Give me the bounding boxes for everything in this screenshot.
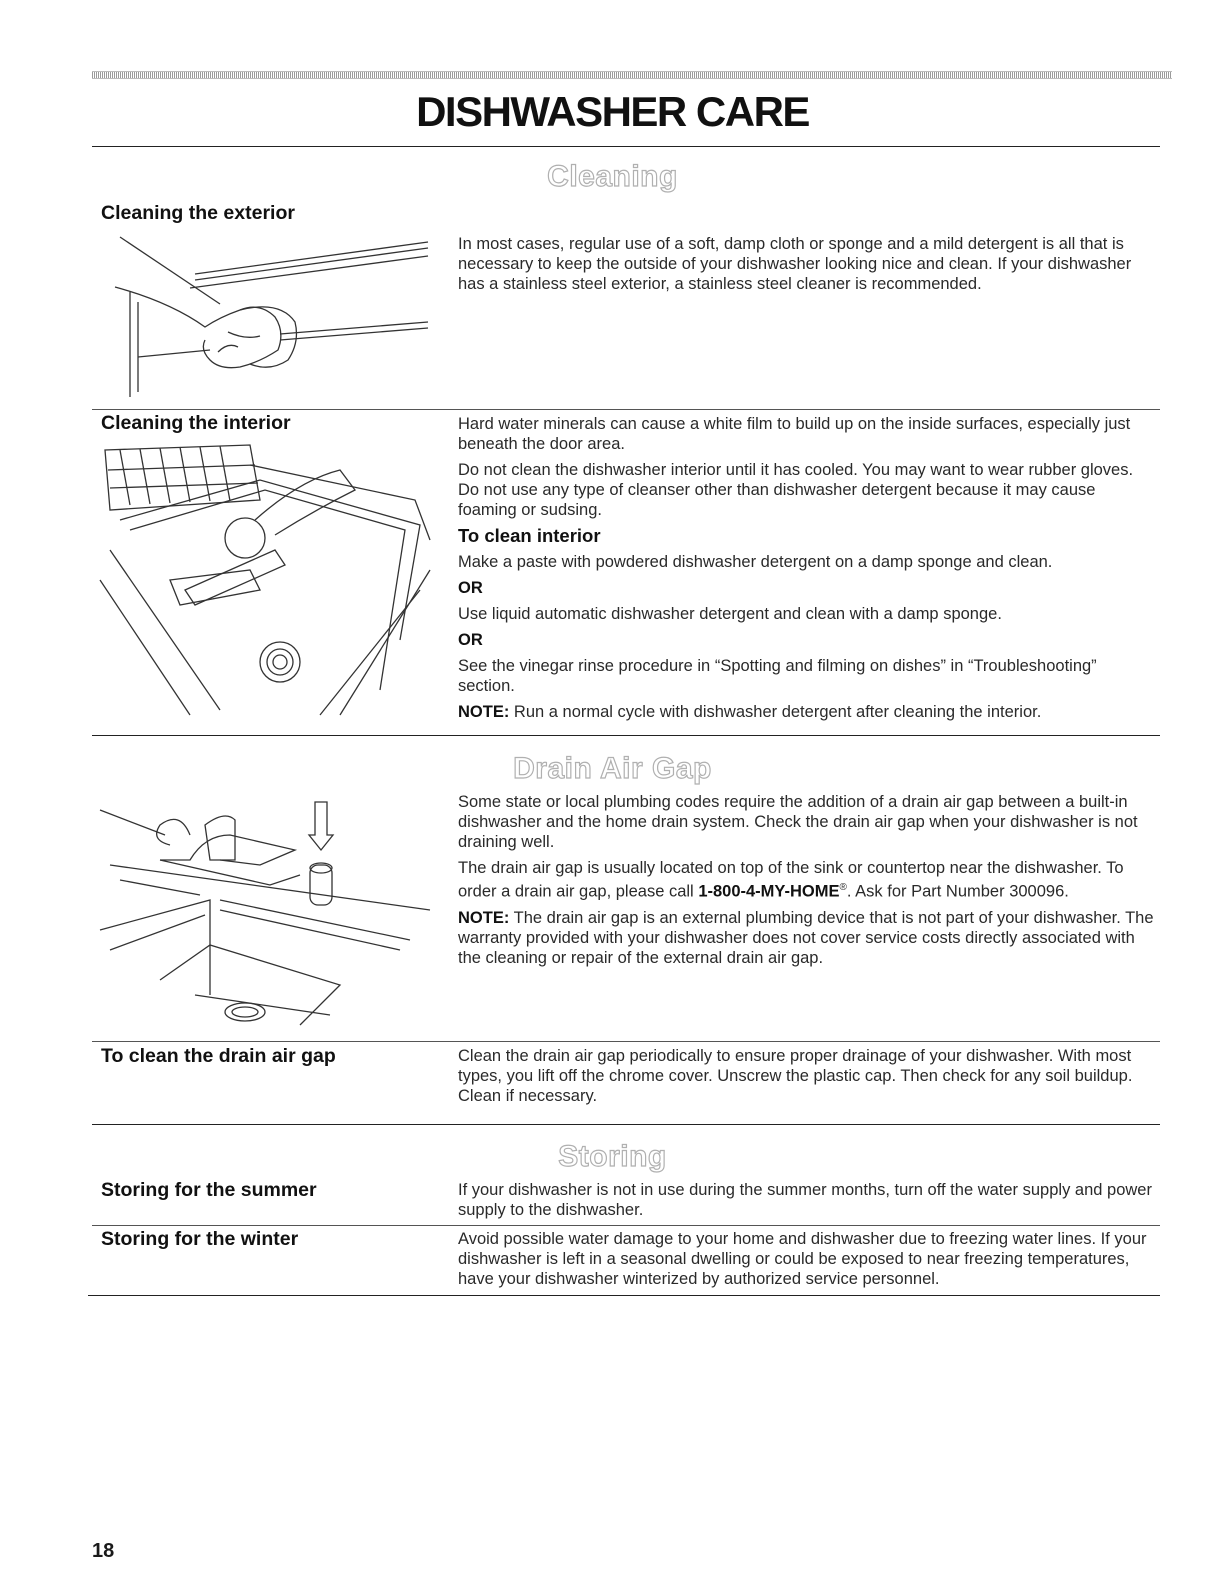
note-text: Run a normal cycle with dishwasher detergent after cleaning the interior. <box>509 703 1042 721</box>
section-divider <box>92 1124 1160 1125</box>
section-heading-cleaning: Cleaning <box>547 160 678 193</box>
note-label: NOTE: <box>458 908 510 927</box>
paragraph-order-info <box>458 858 1158 902</box>
note-drain-air-gap <box>458 908 1158 968</box>
paragraph: If your dishwasher is not in use during the summer months, turn off the water supply and power supply to the dishwasher. <box>458 1181 1152 1219</box>
label-clean-drain-air-gap: To clean the drain air gap <box>101 1045 336 1067</box>
text-segment: . Ask for Part Number 300096. <box>846 882 1069 901</box>
divider <box>92 1041 1160 1042</box>
page-title: DISHWASHER CARE <box>416 88 809 135</box>
paragraph: In most cases, regular use of a soft, damp cloth or sponge and a mild detergent is all that is necessary to keep the outside of your dishwasher looking nice and clean. If your dishwasher has a stainless steel exterior, a stainless steel cleaner is recommended. <box>458 235 1132 293</box>
divider <box>92 1225 1160 1226</box>
text-cleaning-exterior <box>458 234 1158 300</box>
text-storing-summer <box>458 1180 1158 1226</box>
illustration-wiping-exterior <box>110 232 440 400</box>
label-storing-winter: Storing for the winter <box>101 1228 299 1250</box>
section-divider <box>92 735 1160 736</box>
text-storing-winter <box>458 1229 1158 1295</box>
paragraph: Some state or local plumbing codes require the addition of a drain air gap between a built-in dishwasher and the home drain system. Check the drain air gap when your dishwasher is not draining well. <box>458 793 1138 851</box>
section-divider <box>88 1295 1160 1296</box>
note-interior <box>458 702 1158 722</box>
label-cleaning-interior: Cleaning the interior <box>101 412 291 434</box>
registered-mark: ® <box>839 882 847 893</box>
paragraph: Clean the drain air gap periodically to ensure proper drainage of your dishwasher. With most types, you lift off the chrome cover. Unscrew the plastic cap. Then check for any soil buildup. Clean if necessary. <box>458 1047 1133 1105</box>
text-clean-drain-air-gap <box>458 1046 1158 1112</box>
paragraph: Hard water minerals can cause a white film to build up on the inside surfaces, especially just beneath the door area. <box>458 415 1131 453</box>
paragraph: Make a paste with powdered dishwasher detergent on a damp sponge and clean. <box>458 553 1053 571</box>
note-text: The drain air gap is an external plumbing device that is not part of your dishwasher. The warranty provided with your dishwasher does not cover service costs directly associated with the cleaning or repair of the external drain air gap. <box>458 908 1154 967</box>
text-segment: The drain air gap is usually located on top of the sink or countertop near the dishwasher. To order a drain air gap, please call <box>458 859 1124 901</box>
subheading-to-clean-interior: To clean interior <box>458 525 601 546</box>
text-cleaning-interior <box>458 414 1158 728</box>
or-separator: OR <box>458 631 483 649</box>
paragraph: Avoid possible water damage to your home and dishwasher due to freezing water lines. If your dishwasher is left in a seasonal dwelling or could be exposed to near freezing temperatures, have your dishwasher winterized by authorized service personnel. <box>458 1230 1147 1288</box>
or-separator: OR <box>458 579 483 597</box>
illustration-drain-air-gap <box>100 780 440 1030</box>
paragraph: Use liquid automatic dishwasher detergent and clean with a damp sponge. <box>458 605 1002 623</box>
section-heading-drain-air-gap: Drain Air Gap <box>513 752 712 785</box>
phone-number: 1-800-4-MY-HOME <box>698 882 840 901</box>
paragraph: Do not clean the dishwasher interior until it has cooled. You may want to wear rubber gloves. Do not use any type of cleanser other than dishwasher detergent because it may cause foaming or sudsing. <box>458 461 1134 519</box>
paragraph: See the vinegar rinse procedure in “Spotting and filming on dishes” in “Troubleshooting” section. <box>458 657 1097 695</box>
label-cleaning-exterior: Cleaning the exterior <box>101 202 295 224</box>
text-drain-air-gap <box>458 792 1158 974</box>
label-storing-summer: Storing for the summer <box>101 1179 317 1201</box>
illustration-cleaning-interior <box>100 440 435 715</box>
title-divider <box>92 146 1160 147</box>
divider <box>92 409 1160 410</box>
section-heading-storing: Storing <box>558 1140 667 1173</box>
page-number: 18 <box>92 1540 115 1562</box>
header-pattern-bar <box>92 71 1172 79</box>
note-label: NOTE: <box>458 703 510 721</box>
